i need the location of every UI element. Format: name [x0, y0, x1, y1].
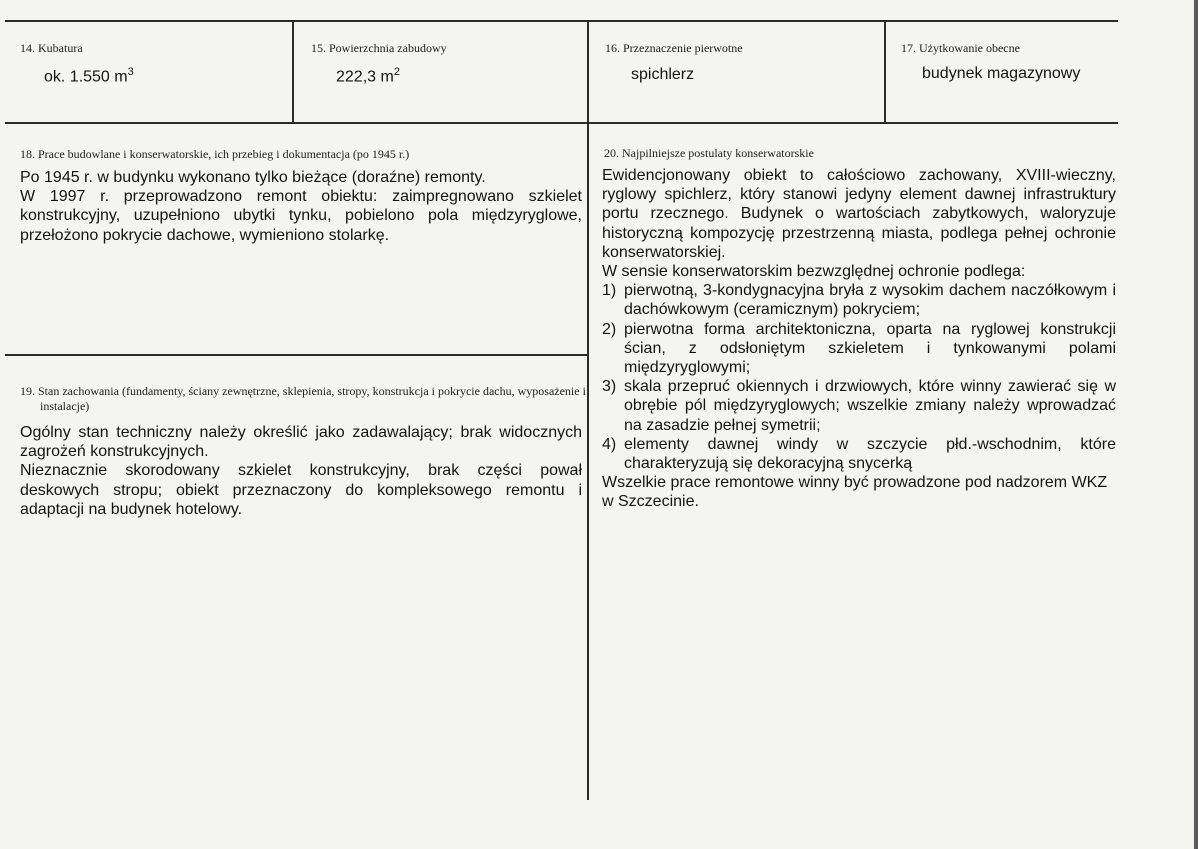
section20-closing: Wszelkie prace remontowe winny być prowadzone pod nadzorem WKZ w Szczecinie. — [602, 474, 1108, 511]
list-item — [602, 377, 1116, 435]
list-item — [602, 281, 1116, 319]
powierzchnia-value: 222,3 $m^2$ — [336, 66, 400, 86]
kubatura-label: 14. Kubatura — [20, 41, 83, 55]
section18-label: 18. Prace budowlane i konserwatorskie, ich przebieg i dokumentacja (po 1945 r.) — [20, 147, 410, 161]
section20-lead: W sensie konserwatorskim bezwzględnej ochronie podlega: — [602, 263, 1026, 281]
section18-paragraph: Po 1945 r. w budynku wykonano tylko bieżące (doraźne) remonty. — [20, 169, 486, 186]
row1-divider-3 — [884, 20, 886, 124]
list-item-number: 3) — [602, 378, 617, 396]
kubatura-value: ok. 1.550 $m^3$ — [44, 66, 134, 86]
section20-intro: Ewidencjonowany obiekt to całościowo zachowany, XVIII-wieczny, ryglowy spichlerz, który stanowi jedyny element dawnej infrastruktury portu rzecznego. Budynek o wartościach zabytkowych, waloryzuje historyczną kompozycję przestrzenną miasta, podlega pełnej ochronie konserwatorskiej. — [602, 167, 1116, 261]
list-item-number: 1) — [602, 282, 617, 300]
top-rule — [5, 20, 1118, 22]
row1-divider-1 — [292, 20, 294, 124]
section20-body — [602, 166, 1116, 512]
powierzchnia-label: 15. Powierzchnia zabudowy — [311, 41, 447, 55]
section19-body — [20, 423, 582, 519]
list-item — [602, 435, 1116, 473]
list-item-text: pierwotną, 3-kondygnacyjna bryła z wysokim dachem naczółkowym i dachówkowym (ceramicznym) pokryciem; — [624, 282, 1116, 319]
section20-label: 20. Najpilniejsze postulaty konserwatorskie — [604, 146, 814, 160]
page-edge-shadow — [1194, 0, 1198, 849]
section19-label: 19. Stan zachowania (fundamenty, ściany zewnętrzne, sklepienia, stropy, konstrukcja i pokrycie dachu, wyposażenie i instalacje) — [20, 384, 586, 413]
row1-bottom-rule — [5, 122, 1118, 124]
list-item — [602, 320, 1116, 378]
list-item-number: 2) — [602, 320, 617, 338]
section20-list — [602, 281, 1116, 473]
przeznaczenie-value: spichlerz — [631, 66, 695, 83]
section19-paragraph: Nieznacznie skorodowany szkielet konstrukcyjny, brak części pował deskowych stropu; obiekt przeznaczony do kompleksowego remontu i adaptacji na budynek hotelowy. — [20, 462, 582, 518]
section19-paragraph: Ogólny stan techniczny należy określić jako zadawalający; brak widocznych zagrożeń konstrukcyjnych. — [20, 424, 582, 461]
list-item-text: elementy dawnej windy w szczycie płd.-wschodnim, które charakteryzują się dekoracyjną snycerką — [624, 435, 1116, 473]
section18-body — [20, 168, 582, 245]
list-item-text: pierwotna forma architektoniczna, oparta na ryglowej konstrukcji ścian, z odsłoniętym szkieletem i tynkowanymi polami międzyryglowymi; — [624, 320, 1116, 377]
list-item-text: skala przepruć okiennych i drzwiowych, które winny zawierać się w obrębie pól międzyryglowych; wszelkie zmiany należy wprowadzać na zasadzie pełnej symetrii; — [624, 378, 1116, 434]
przeznaczenie-label: 16. Przeznaczenie pierwotne — [605, 41, 743, 55]
section18-bottom-rule — [5, 354, 587, 356]
uzytkowanie-label: 17. Użytkowanie obecne — [901, 41, 1020, 55]
list-item-number: 4) — [602, 435, 617, 453]
uzytkowanie-value: budynek magazynowy — [922, 65, 1081, 82]
section18-paragraph: W 1997 r. przeprowadzono remont obiektu: zaimpregnowano szkielet konstrukcyjny, uzupełniono ubytki tynku, pobielono pola międzyryglowe, przełożono pokrycie dachowe, wymieniono stolarkę. — [20, 188, 582, 244]
